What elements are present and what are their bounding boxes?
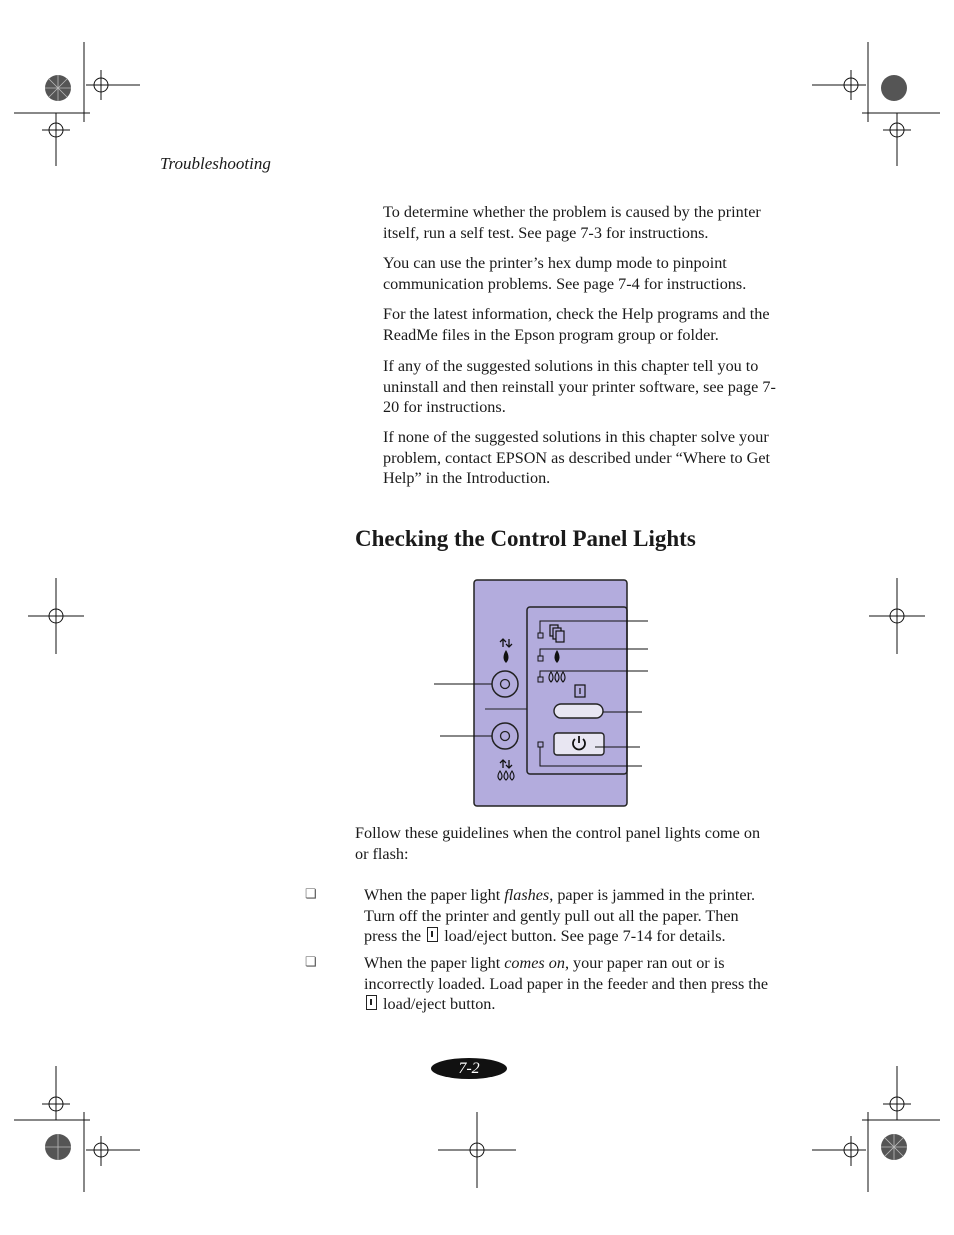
load-eject-icon xyxy=(427,927,438,942)
intro-paragraph: You can use the printer’s hex dump mode to pinpoint communication problems. See page 7-4 for instructions. xyxy=(383,254,747,293)
panel-body xyxy=(474,580,627,806)
checkbox-bullet-icon: ❏ xyxy=(305,954,317,969)
page-number: 7-2 xyxy=(431,1058,507,1079)
bullet-paper-flashes: When the paper light flashes, paper is jammed in the printer. Turn off the printer and gently pull out all the paper. Then press the load/eject button. See page 7-14 for details. xyxy=(364,886,756,945)
intro-paragraph: For the latest information, check the Help programs and the ReadMe files in the Epson program group or folder. xyxy=(383,305,770,344)
running-header: Troubleshooting xyxy=(160,154,271,173)
load-eject-button xyxy=(554,704,603,718)
intro-paragraph: If none of the suggested solutions in this chapter solve your problem, contact EPSON as described under “Where to Get Help” in the Introduction. xyxy=(383,428,771,487)
control-panel-diagram xyxy=(430,578,652,810)
section-heading: Checking the Control Panel Lights xyxy=(355,526,696,551)
intro-paragraph: To determine whether the problem is caused by the printer itself, run a self test. See page 7-3 for instructions. xyxy=(383,203,761,242)
load-eject-icon xyxy=(366,995,377,1010)
checkbox-bullet-icon: ❏ xyxy=(305,886,317,901)
intro-paragraph: If any of the suggested solutions in this chapter tell you to uninstall and then reinstall your printer software, see page 7-20 for instructions. xyxy=(383,357,776,416)
guidelines-intro: Follow these guidelines when the control panel lights come on or flash: xyxy=(355,824,761,863)
bullet-paper-on: When the paper light comes on, your paper ran out or is incorrectly loaded. Load paper in the feeder and then press the load/eject button. xyxy=(364,954,769,1013)
